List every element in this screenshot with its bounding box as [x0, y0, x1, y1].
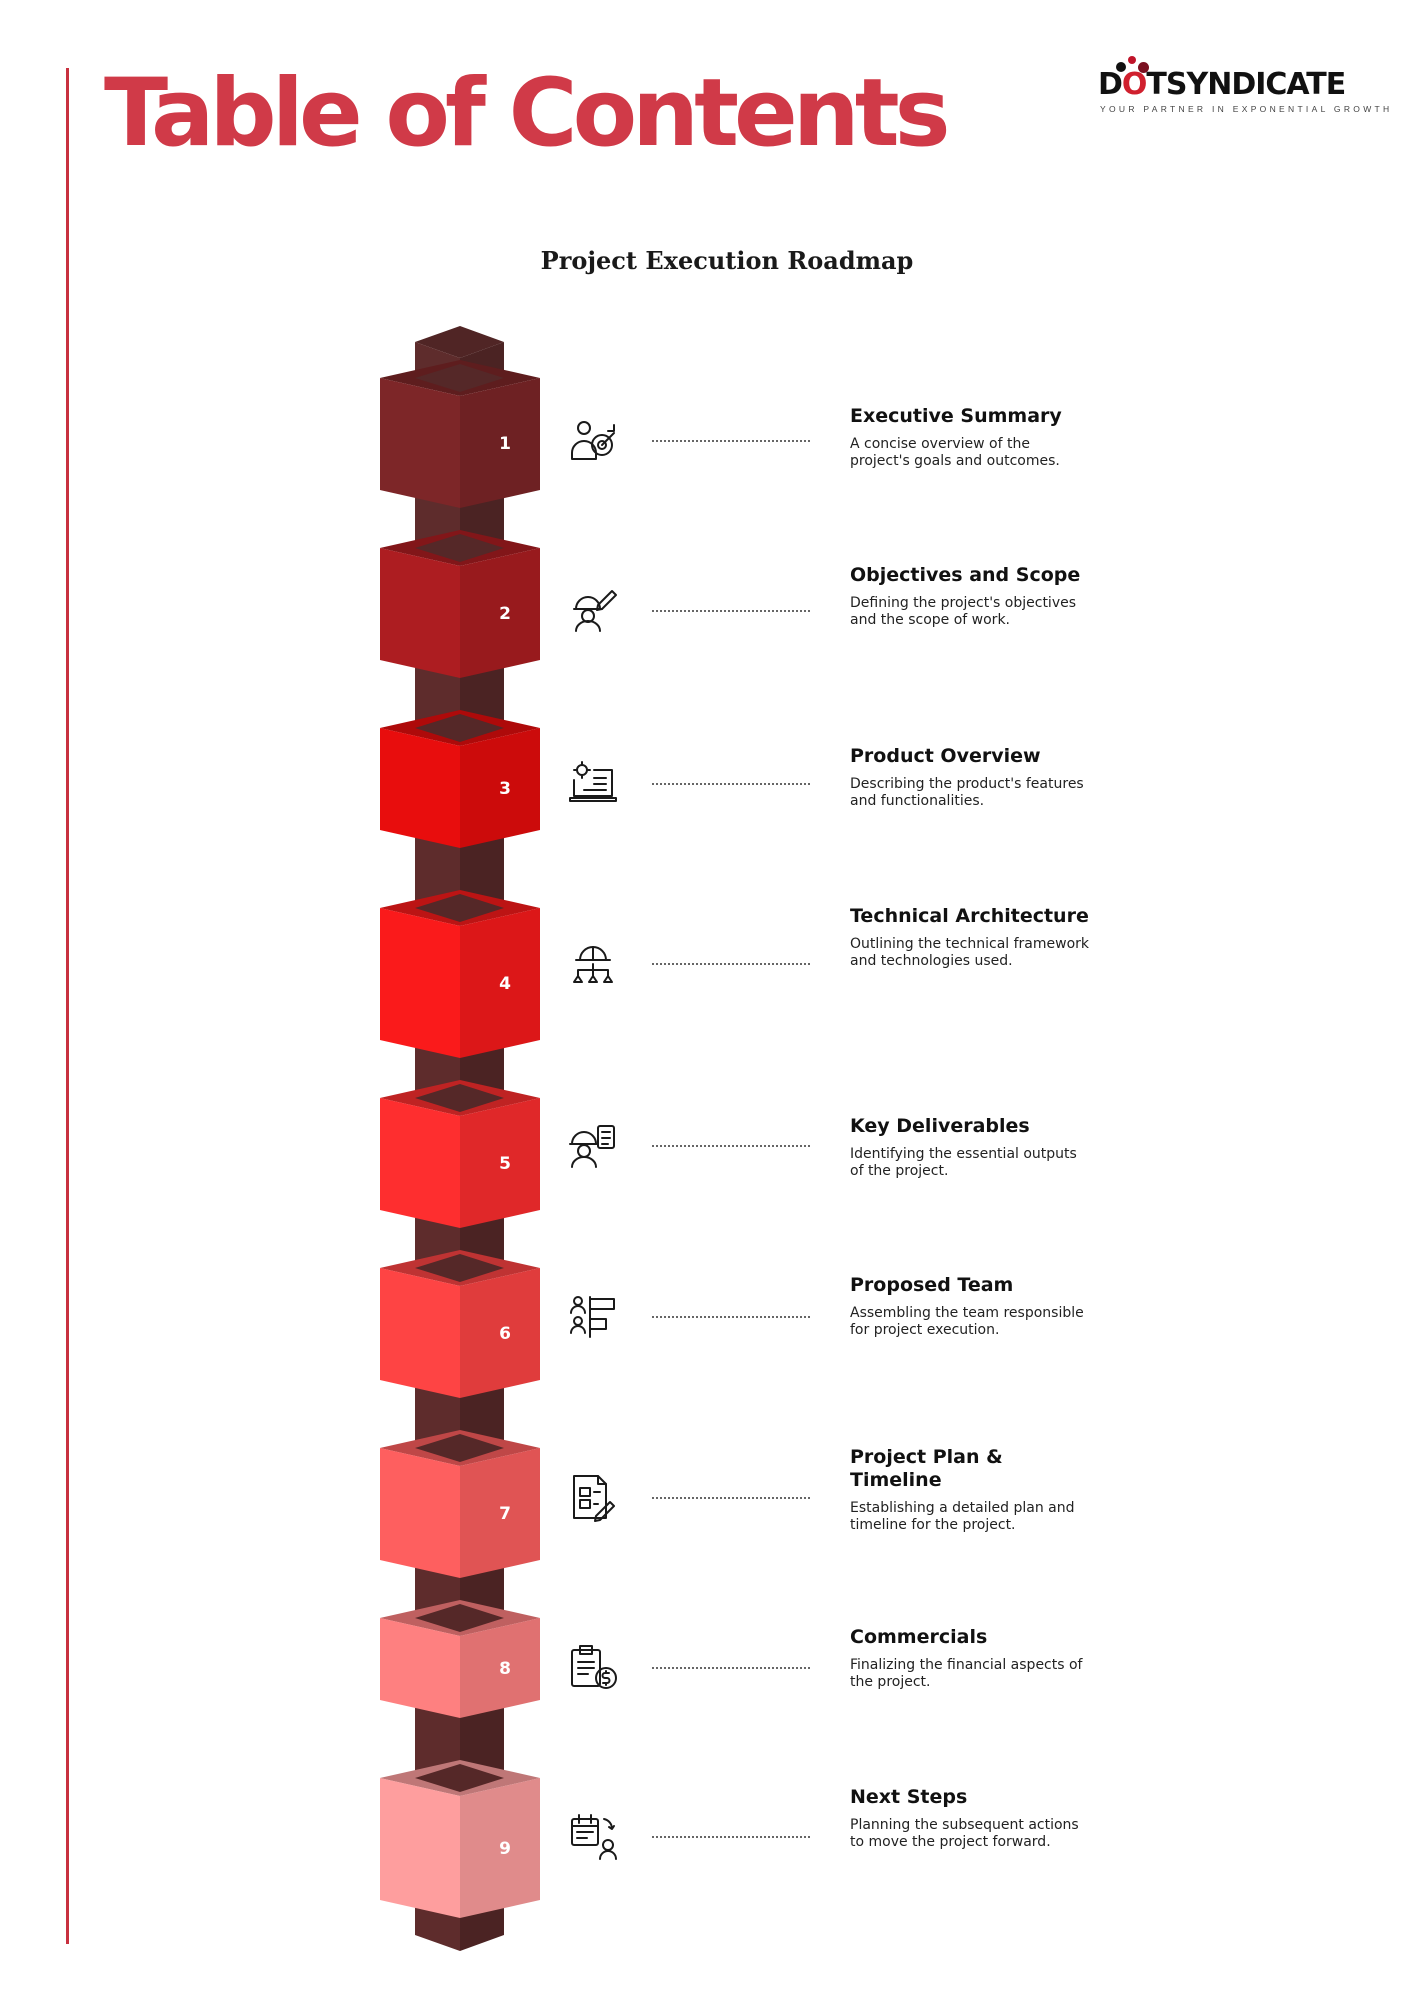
cube-left-face	[380, 1448, 460, 1578]
step-number-label: 9	[499, 1839, 511, 1859]
step-title: Proposed Team	[850, 1274, 1014, 1296]
step-title: Commercials	[850, 1626, 988, 1648]
step-title: Executive Summary	[850, 405, 1062, 427]
roadmap-title: Project Execution Roadmap	[540, 246, 914, 275]
clipboard-dollar-icon	[568, 1642, 618, 1692]
left-margin-rule	[66, 68, 69, 1944]
cube-left-face	[380, 548, 460, 678]
step-title: Project Plan & Timeline	[850, 1446, 1003, 1491]
step-number-label: 1	[499, 434, 511, 454]
document-pen-icon	[568, 1472, 618, 1522]
step-number-label: 3	[499, 779, 511, 799]
step-text-block	[850, 405, 1090, 470]
cube-left-face	[380, 1268, 460, 1398]
dotted-leader-line	[652, 783, 810, 785]
hardhat-network-icon	[568, 938, 618, 988]
step-number-label: 6	[499, 1324, 511, 1344]
step-text-block	[850, 1786, 1090, 1851]
cube-left-face	[380, 908, 460, 1058]
step-title: Key Deliverables	[850, 1115, 1030, 1137]
step-text-block	[850, 745, 1090, 810]
step-description: Identifying the essential outputs of the project.	[850, 1146, 1077, 1179]
step-description: A concise overview of the project's goals and outcomes.	[850, 436, 1060, 469]
step-description: Outlining the technical framework and technologies used.	[850, 936, 1090, 969]
step-number-label: 5	[499, 1154, 511, 1174]
step-description: Establishing a detailed plan and timeline for the project.	[850, 1500, 1075, 1533]
dotted-leader-line	[652, 963, 810, 965]
step-description: Planning the subsequent actions to move the project forward.	[850, 1817, 1079, 1850]
cube-left-face	[380, 378, 460, 508]
step-number-label: 7	[499, 1504, 511, 1524]
engineer-pencil-icon	[568, 585, 618, 635]
cube-left-face	[380, 1098, 460, 1228]
cube-left-face	[380, 1778, 460, 1918]
step-description: Finalizing the financial aspects of the project.	[850, 1657, 1083, 1690]
cube-left-face	[380, 728, 460, 848]
step-text-block	[850, 1274, 1090, 1339]
step-number-label: 2	[499, 604, 511, 624]
company-logo	[1088, 60, 1393, 120]
step-number-label: 8	[499, 1659, 511, 1679]
step-number-label: 4	[499, 974, 511, 994]
step-text-block	[850, 1626, 1090, 1691]
dotted-leader-line	[652, 1836, 810, 1838]
dotted-leader-line	[652, 1497, 810, 1499]
engineer-checklist-icon	[568, 1120, 618, 1170]
dotted-leader-line	[652, 440, 810, 442]
laptop-gear-icon	[568, 758, 618, 808]
calendar-person-icon	[568, 1811, 618, 1861]
step-text-block	[850, 564, 1090, 629]
dotted-leader-line	[652, 1667, 810, 1669]
step-text-block	[850, 905, 1090, 970]
logo-tagline: YOUR PARTNER IN EXPONENTIAL GROWTH	[1100, 104, 1393, 114]
step-title: Product Overview	[850, 745, 1041, 767]
logo-wordmark: DOTSYNDICATE	[1098, 67, 1346, 102]
roadmap-tower	[370, 320, 550, 1960]
dotted-leader-line	[652, 610, 810, 612]
user-target-icon	[568, 415, 618, 465]
step-title: Objectives and Scope	[850, 564, 1081, 586]
step-title: Technical Architecture	[850, 905, 1089, 927]
dotted-leader-line	[652, 1316, 810, 1318]
step-description: Describing the product's features and functionalities.	[850, 776, 1084, 809]
team-board-icon	[568, 1291, 618, 1341]
step-text-block	[850, 1115, 1090, 1180]
step-description: Defining the project's objectives and the scope of work.	[850, 595, 1077, 628]
step-text-block	[850, 1446, 1090, 1534]
page-title: Table of Contents	[104, 59, 946, 168]
step-description: Assembling the team responsible for project execution.	[850, 1305, 1084, 1338]
dotted-leader-line	[652, 1145, 810, 1147]
step-title: Next Steps	[850, 1786, 968, 1808]
